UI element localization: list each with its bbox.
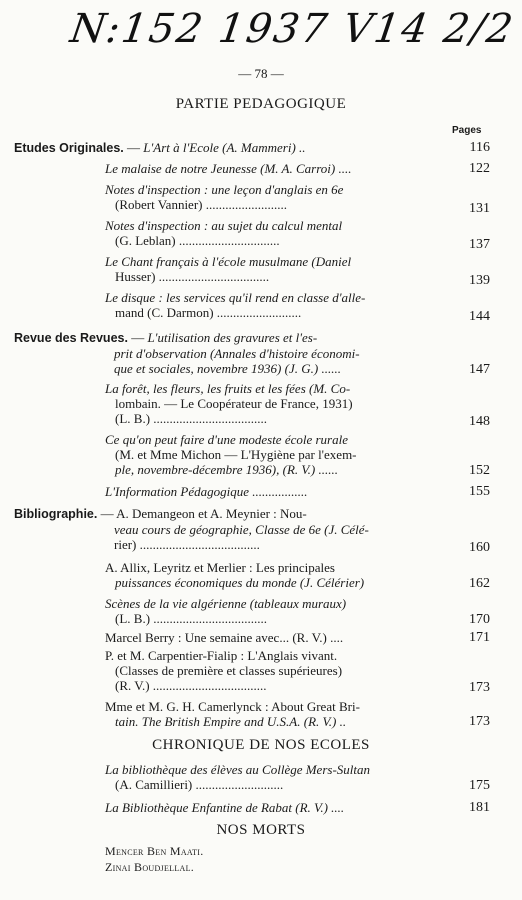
entry-page: 116 — [469, 140, 490, 155]
toc-entry: L'Information Pédagogique ................. — [105, 484, 308, 499]
toc-entry — [105, 560, 450, 590]
entry-page: 155 — [469, 484, 490, 499]
entry-page: 162 — [469, 576, 490, 591]
entry-page: 122 — [469, 161, 490, 176]
entry-line: veau cours de géographie, Classe de 6e (J. Célé- — [114, 522, 369, 537]
entry-line: L'utilisation des gravures et l'es- — [147, 330, 318, 345]
entry-line: (L. B.) ................................... — [115, 611, 268, 626]
entry-line: puissances économiques du monde (J. Célérier) — [115, 575, 365, 590]
entry-line: La forêt, les fleurs, les fruits et les fées (M. Co- — [105, 381, 351, 396]
entry-line: (Robert Vannier) ......................... — [115, 197, 287, 212]
toc-entry: La Bibliothèque Enfantine de Rabat (R. V.) .... — [105, 800, 345, 815]
entry-line: (G. Leblan) ............................... — [115, 233, 280, 248]
entry-page: 170 — [469, 612, 490, 627]
entry-text: L'Art à l'Ecole (A. Mammeri) .. — [143, 140, 306, 155]
entry-line: Le Chant français à l'école musulmane (Daniel — [105, 254, 352, 269]
category-label: Bibliographie. — [14, 507, 98, 521]
entry-page: 139 — [469, 273, 490, 288]
entry-page: 160 — [469, 540, 490, 555]
toc-entry: Le malaise de notre Jeunesse (M. A. Carroi) .... — [105, 161, 352, 176]
category-label: Etudes Originales. — [14, 141, 124, 155]
entry-line: lombain. — Le Coopérateur de France, 1931) — [115, 396, 353, 411]
entry-line: (A. Camillieri) ........................... — [115, 777, 284, 792]
entry-line: ple, novembre-décembre 1936), (R. V.) ...... — [115, 462, 338, 477]
entry-page: 148 — [469, 414, 490, 429]
entry-page: 171 — [469, 630, 490, 645]
entry-line: Notes d'inspection : une leçon d'anglais en 6e — [105, 182, 344, 197]
entry-line: Scènes de la vie algérienne (tableaux muraux) — [105, 596, 347, 611]
entry-page: 147 — [469, 362, 490, 377]
toc-entry — [105, 254, 450, 284]
toc-entry: Etudes Originales. — L'Art à l'Ecole (A. Mammeri) .. — [14, 140, 306, 155]
page-number: — 78 — — [238, 66, 284, 81]
toc-entry — [105, 762, 450, 792]
entry-line: prit d'observation (Annales d'histoire économi- — [114, 346, 360, 361]
entry-line: Le disque : les services qu'il rend en classe d'alle- — [105, 290, 366, 305]
obituary-name: Zinai Boudjellal. — [105, 860, 195, 874]
toc-entry: Bibliographie. — A. Demangeon et A. Meynier : Nou- veau cours de géographie, Classe de 6e (J. Célé- rier) ..................................... — [14, 506, 454, 552]
pages-column-header: Pages — [452, 125, 482, 136]
entry-page: 181 — [469, 800, 490, 815]
entry-page: 131 — [469, 201, 490, 216]
toc-entry — [105, 699, 450, 729]
section-title-partie: PARTIE PEDAGOGIQUE — [175, 96, 347, 112]
entry-line: P. et M. Carpentier-Fialip : L'Anglais vivant. — [105, 648, 338, 663]
entry-line: (L. B.) ................................... — [115, 411, 268, 426]
toc-entry: Marcel Berry : Une semaine avec... (R. V.) .... — [105, 630, 344, 645]
entry-page: 173 — [469, 714, 490, 729]
entry-page: 137 — [469, 237, 490, 252]
toc-entry — [105, 182, 450, 212]
toc-entry — [105, 218, 450, 248]
toc-entry — [105, 648, 450, 693]
entry-line: que et sociales, novembre 1936) (J. G.) ...... — [114, 361, 341, 376]
toc-entry — [105, 381, 450, 426]
entry-line: rier) ..................................... — [114, 537, 260, 552]
toc-entry — [105, 432, 450, 477]
entry-line: A. Demangeon et A. Meynier : Nou- — [116, 506, 307, 521]
entry-page: 175 — [469, 778, 490, 793]
entry-line: tain. The British Empire and U.S.A. (R. V.) .. — [115, 714, 347, 729]
entry-line: (M. et Mme Michon — L'Hygiène par l'exem- — [115, 447, 357, 462]
entry-line: Husser) .................................. — [115, 269, 270, 284]
toc-entry — [105, 596, 450, 626]
entry-page: 173 — [469, 680, 490, 695]
obituary-name: Mencer Ben Maati. — [105, 844, 204, 858]
entry-line: Mme et M. G. H. Camerlynck : About Great Bri- — [105, 699, 360, 714]
entry-line: mand (C. Darmon) .......................... — [115, 305, 302, 320]
entry-line: A. Allix, Leyritz et Merlier : Les principales — [105, 560, 335, 575]
section-title-chronique: CHRONIQUE DE NOS ECOLES — [152, 737, 370, 753]
category-label: Revue des Revues. — [14, 331, 128, 345]
handwritten-annotation: N:152 1937 V14 2/2 — [67, 6, 518, 52]
toc-entry — [105, 290, 450, 320]
section-title-morts: NOS MORTS — [216, 822, 306, 838]
entry-line: (R. V.) ................................... — [115, 678, 267, 693]
toc-entry: Revue des Revues. — L'utilisation des gravures et l'es- prit d'observation (Annales d'histoire économi- que et sociales, novembre 1936) (J. G.) ...... — [14, 330, 454, 376]
entry-line: La bibliothèque des élèves au Collège Mers-Sultan — [105, 762, 371, 777]
entry-line: Ce qu'on peut faire d'une modeste école rurale — [105, 432, 348, 447]
entry-line: Notes d'inspection : au sujet du calcul mental — [105, 218, 343, 233]
entry-page: 152 — [469, 463, 490, 478]
entry-line: (Classes de première et classes supérieures) — [115, 663, 343, 678]
entry-page: 144 — [469, 309, 490, 324]
